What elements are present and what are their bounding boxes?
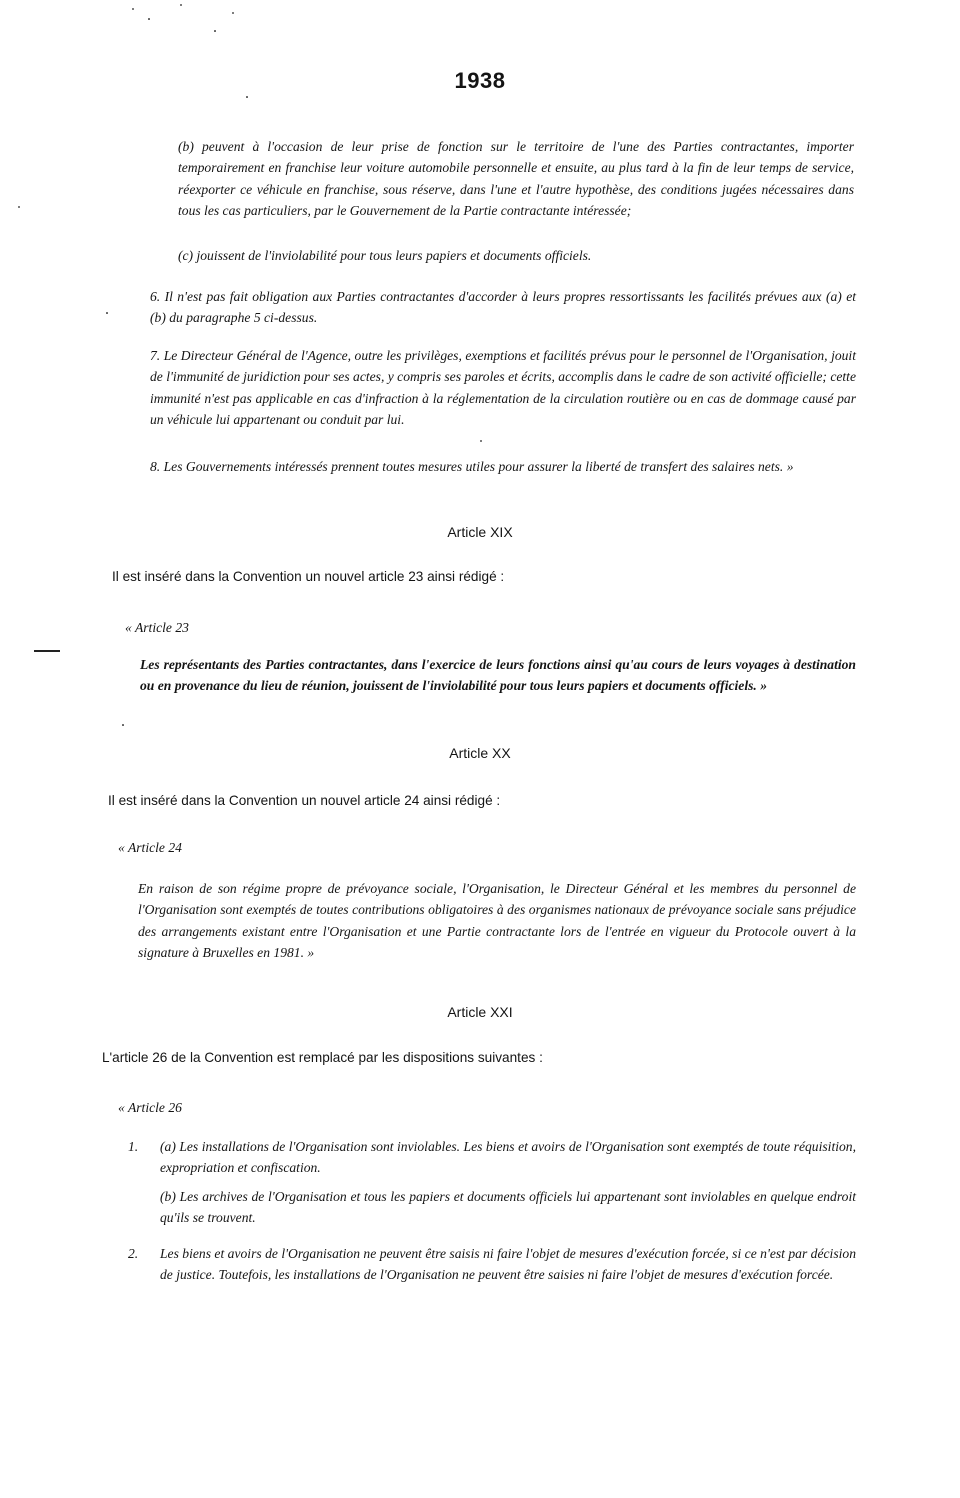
scan-speck [214,30,216,32]
article-26-item-1b: (b) Les archives de l'Organisation et tous les papiers et documents officiels lui appartenant sont inviolables en quelque endroit qu'ils se trouvent. [160,1189,856,1226]
article-xx-intro: Il est inséré dans la Convention un nouvel article 24 ainsi rédigé : [108,793,501,808]
paragraph-6: 6. Il n'est pas fait obligation aux Parties contractantes d'accorder à leurs propres ressortissants les facilités prévues aux (a) et (b) du paragraphe 5 ci-dessus. [150,289,856,326]
article-xx-heading: Article XX [449,745,511,761]
article-23-label: « Article 23 [125,620,189,635]
article-23-body: Les représentants des Parties contractantes, dans l'exercice de leurs fonctions ainsi qu'au cours de leurs voyages à destination ou en provenance du lieu de réunion, jouissent de l'inviolabilité pour tous leurs papiers et documents officiels. » [140,657,856,694]
article-26-item-2-number: 2. [128,1246,139,1261]
paragraph-5b: (b) peuvent à l'occasion de leur prise de fonction sur le territoire de l'une des Parties contractantes, importer temporairement en franchise leur voiture automobile personnelle et ensuite, au plus tard à la fin de leur temps de service, réexporter ce véhicule en franchise, sous réserve, dans l'une et l'autre hypothèse, des conditions jugées nécessaires dans tous les cas particuliers, par le Gouvernement de la Partie contractante intéressée; [178,139,854,219]
page-number: 1938 [454,68,506,93]
article-xxi-heading: Article XXI [447,1004,513,1020]
paragraph-8: 8. Les Gouvernements intéressés prennent toutes mesures utiles pour assurer la liberté de transfert des salaires nets. » [150,459,794,474]
paragraph-7: 7. Le Directeur Général de l'Agence, outre les privilèges, exemptions et facilités prévus pour le personnel de l'Organisation, jouit de l'immunité de juridiction pour ses actes, y compris ses paroles et écrits, accomplis dans le cadre de son activité officielle; cette immunité n'est pas applicable en cas d'infraction à la réglementation de la circulation routière ou en cas de dommage causé par un véhicule lui appartenant ou conduit par lui. [150,348,856,428]
article-26-label: « Article 26 [118,1100,182,1115]
scan-speck [148,18,150,20]
scan-speck [132,8,134,10]
article-26-item-1-number: 1. [128,1139,139,1154]
article-26-item-1a: (a) Les installations de l'Organisation sont inviolables. Les biens et avoirs de l'Organisation sont exemptés de toute réquisition, expropriation et confiscation. [160,1139,856,1176]
scan-speck [480,440,482,442]
article-26-item-2: Les biens et avoirs de l'Organisation ne peuvent être saisis ni faire l'objet de mesures d'exécution forcée, si ce n'est par décision de justice. Toutefois, les installations de l'Organisation ne peuvent être saisies ni faire l'objet de mesures d'exécution forcée. [160,1246,856,1283]
scan-speck [232,12,234,14]
scan-speck [180,4,182,6]
margin-mark [34,650,60,652]
article-xix-intro: Il est inséré dans la Convention un nouvel article 23 ainsi rédigé : [112,569,505,584]
article-24-label: « Article 24 [118,840,182,855]
article-xxi-intro: L'article 26 de la Convention est remplacé par les dispositions suivantes : [102,1050,543,1065]
article-24-body: En raison de son régime propre de prévoyance sociale, l'Organisation, le Directeur Général et les membres du personnel de l'Organisation sont exemptés de toutes contributions obligatoires à des organismes nationaux de prévoyance sociale sans préjudice des arrangements existant entre l'Organisation et une Partie contractante lors de l'entrée en vigueur du Protocole ouvert à la signature à Bruxelles en 1981. » [138,881,856,961]
paragraph-5c: (c) jouissent de l'inviolabilité pour tous leurs papiers et documents officiels. [178,248,592,263]
scan-speck [106,312,108,314]
scan-speck [18,206,20,208]
scan-speck [122,724,124,726]
article-xix-heading: Article XIX [447,524,513,540]
scan-speck [246,96,248,98]
